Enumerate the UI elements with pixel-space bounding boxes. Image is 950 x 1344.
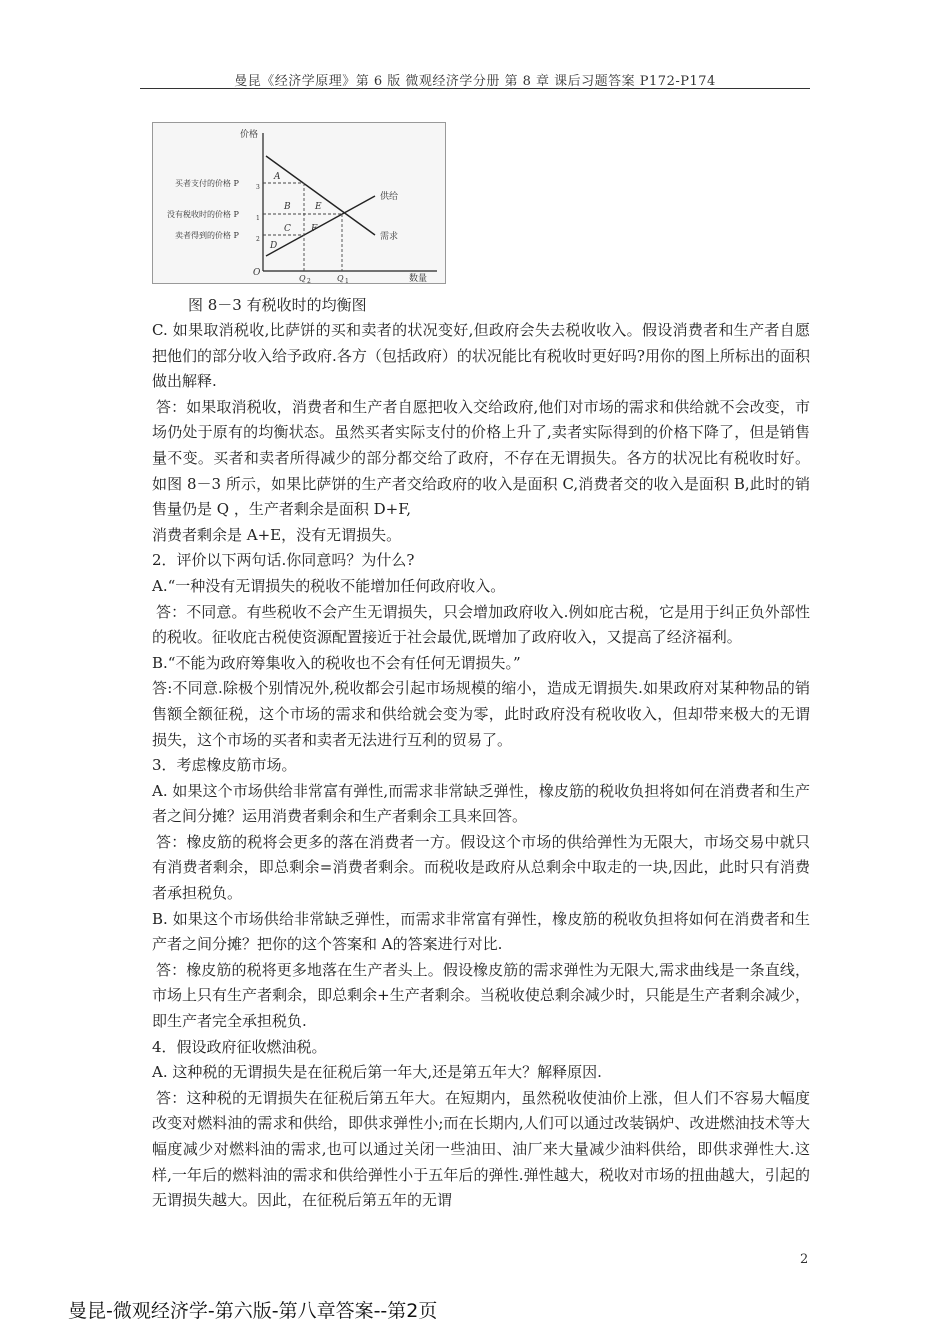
page-header-title: 曼昆《经济学原理》第 6 版 微观经济学分册 第 8 章 课后习题答案 P172-P174 [234,74,716,89]
seller-price-sub: 2 [256,236,260,243]
paragraph: A. 这种税的无谓损失是在征税后第一年大,还是第五年大？解释原因. [152,1063,602,1082]
paragraph: 答：不同意。有些税收不会产生无谓损失，只会增加政府收入.例如庇古税，它是用于纠正负外部性的税收。征收庇古税使资源配置接近于社会最优,既增加了政府收入，又提高了经济福利。 [152,602,810,647]
q1-label: Q [337,274,344,283]
paragraph: B. 如果这个市场供给非常缺乏弹性，而需求非常富有弹性，橡皮筋的税收负担将如何在消费者和生产者之间分摊？把你的这个答案和 A的答案进行对比. [152,909,810,954]
origin-label: O [253,268,261,278]
paragraph: 2．评价以下两句话.你同意吗？为什么? [152,551,415,570]
demand-curve [266,156,375,235]
tax-equilibrium-figure [152,122,446,284]
paragraph: 答：这种税的无谓损失在征税后第五年大。在短期内，虽然税收使油价上涨，但人们不容易大幅度改变对燃料油的需求和供给，即供求弹性小;而在长期内,人们可以通过改装锅炉、改进燃油技术等大幅度减少对燃料油的需求,也可以通过关闭一些油田、油厂来大量减少油料供给，即供求弹性大.这样,一年后的燃料油的需求和供给弹性小于五年后的弹性.弹性越大，税收对市场的扭曲越大，引起的无谓损失越大。因此，在征税后第五年的无谓 [152,1088,810,1210]
demand-label: 需求 [380,232,399,242]
header-rule [140,88,810,89]
page-footer: 曼昆-微观经济学-第六版-第八章答案--第2页 [68,1300,438,1322]
paragraph: 消费者剩余是 A+E，没有无谓损失。 [152,525,402,544]
paragraph: 答：橡皮筋的税将更多地落在生产者头上。假设橡皮筋的需求弹性为无限大,需求曲线是一条直线，市场上只有生产者剩余，即总剩余+生产者剩余。当税收使总剩余减少时，只能是生产者剩余减少，即生产者完全承担税负. [152,960,810,1031]
paragraph: A. 如果这个市场供给非常富有弹性,而需求非常缺乏弹性，橡皮筋的税收负担将如何在消费者和生产者之间分摊？运用消费者剩余和生产者剩余工具来回答。 [152,781,810,826]
q2-sub: 2 [307,278,311,283]
seller-price-label: 卖者得到的价格 P [175,231,239,240]
area-f-label: F [311,224,318,234]
area-a-label: A [274,172,281,182]
q2-label: Q [299,274,306,283]
page-number: 2 [800,1252,809,1267]
paragraph: 答：橡皮筋的税将会更多的落在消费者一方。假设这个市场的供给弹性为无限大，市场交易中就只有消费者剩余，即总剩余=消费者剩余。而税收是政府从总剩余中取走的一块,因此，此时只有消费者承担税负。 [152,832,810,903]
paragraph: 3．考虑橡皮筋市场。 [152,756,297,775]
area-d-label: D [270,241,278,251]
buyer-price-label: 买者支付的价格 P [175,179,239,188]
paragraph: 答:不同意.除极个别情况外,税收都会引起市场规模的缩小，造成无谓损失.如果政府对某种物品的销售额全额征税，这个市场的需求和供给就会变为零，此时政府没有税收收入，但却带来极大的无谓损失，这个市场的买者和卖者无法进行互利的贸易了。 [152,679,810,749]
supply-label: 供给 [380,192,399,202]
paragraph: 4．假设政府征收燃油税。 [152,1037,327,1056]
body-text [152,318,810,1214]
paragraph: 答：如果取消税收，消费者和生产者自愿把收入交给政府,他们对市场的需求和供给就不会改变，市场仍处于原有的均衡状态。虽然买者实际支付的价格上升了,卖者实际得到的价格下降了，但是销售量不变。买者和卖者所得减少的部分都交给了政府，不存在无谓损失。各方的状况比有税收时好。如图 8－3 所示，如果比萨饼的生产者交给政府的收入是面积 C,消费者交的收入是面积 B,此时的销售量仍是 Q ，生产者剩余是面积 D+F, [152,397,810,519]
x-axis-label: 数量 [409,274,428,283]
figure-svg [153,123,445,283]
q1-sub: 1 [345,278,349,283]
notax-price-sub: 1 [256,215,260,222]
figure-caption: 图 8－3 有税收时的均衡图 [188,296,367,314]
area-b-label: B [284,202,291,212]
notax-price-label: 没有税收时的价格 P [167,210,239,219]
y-axis-label: 价格 [240,130,259,140]
paragraph: C. 如果取消税收,比萨饼的买和卖者的状况变好,但政府会失去税收收入。假设消费者和生产者自愿把他们的部分收入给予政府.各方（包括政府）的状况能比有税收时更好吗?用你的图上所标出的面积做出解释. [152,321,810,391]
buyer-price-sub: 3 [256,184,260,191]
paragraph: A.“一种没有无谓损失的税收不能增加任何政府收入。 [152,576,506,595]
area-c-label: C [284,224,291,234]
paragraph: B.“不能为政府筹集收入的税收也不会有任何无谓损失。” [152,653,521,672]
area-e-label: E [315,202,322,212]
